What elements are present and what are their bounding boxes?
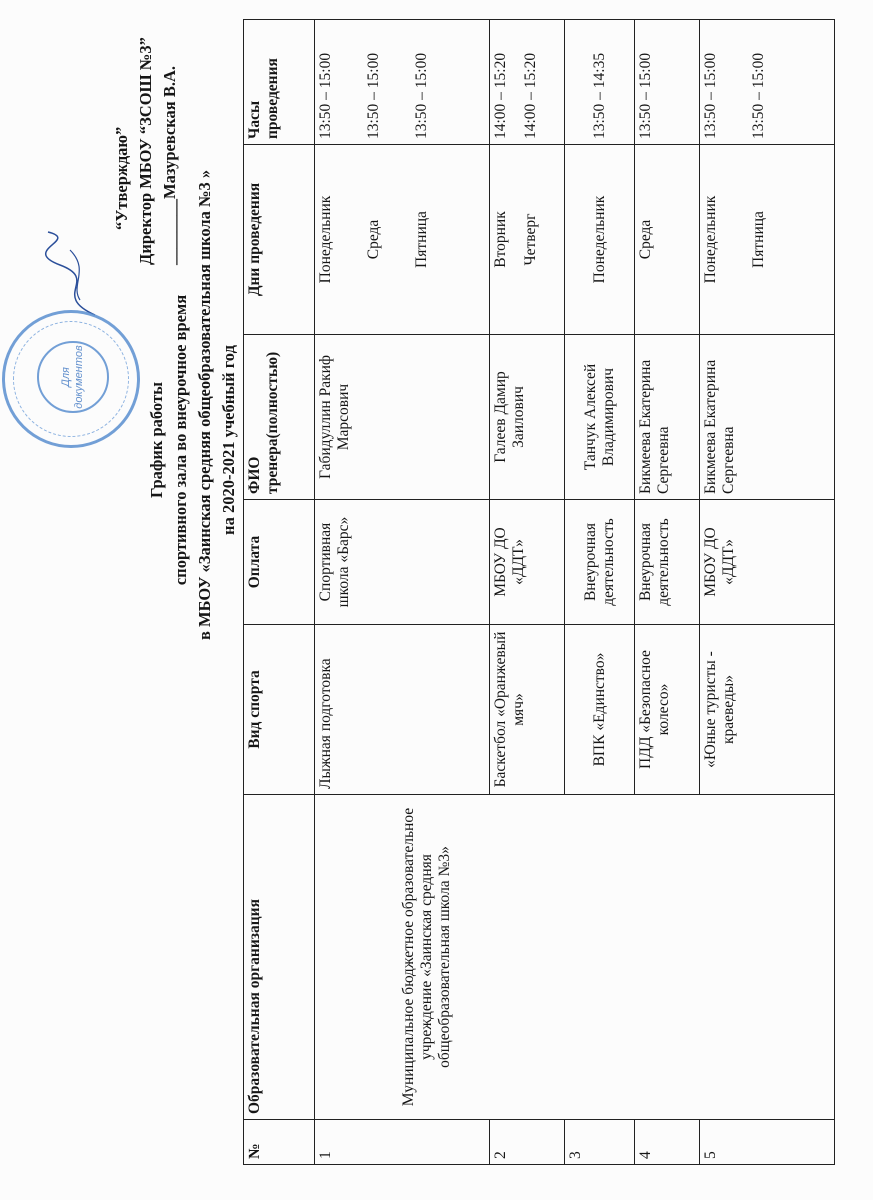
approval-signatory: ________Мазуревская В.А. (160, 65, 179, 265)
title-line: на 2020-2021 учебный год (219, 345, 238, 535)
days-cell: Понедельник (565, 145, 635, 335)
sport-cell: «Юные туристы - краеведы» (700, 625, 835, 795)
hours-cell: 13:50 – 14:35 (565, 20, 635, 145)
row-number: 4 (635, 1120, 700, 1165)
coach-cell: Бикмеева Екатерина Сергеевна (635, 335, 700, 500)
hours: 13:50 – 15:00 (750, 52, 767, 139)
header-hours: Часы проведения (244, 20, 315, 145)
approval-position: Директор МБОУ “ЗСОШ №3” (136, 37, 155, 265)
days-cell (490, 145, 565, 335)
hours: 13:50 – 15:00 (317, 52, 334, 139)
coach-cell: Галеев Дамир Заилович (490, 335, 565, 500)
sport-cell: Баскетбол «Оранжевый мяч» (490, 625, 565, 795)
title-line: в МБОУ «Заинская средняя общеобразовательная школа №3 » (195, 169, 214, 640)
days-cell (700, 145, 835, 335)
coach-cell: Бикмеева Екатерина Сергеевна (700, 335, 835, 500)
hours-cell: 13:50 – 15:00 (635, 20, 700, 145)
signature-icon (40, 230, 105, 320)
day: Понедельник (702, 195, 719, 284)
day: Среда (365, 219, 382, 260)
approval-heading: “Утверждаю” (112, 126, 131, 230)
payment-cell: Внеурочная деятельность (635, 500, 700, 625)
payment-cell: МБОУ ДО «ДДТ» (700, 500, 835, 625)
header-payment: Оплата (244, 500, 315, 625)
payment-cell: Спортивная школа «Барс» (315, 500, 490, 625)
header-number: № (244, 1120, 315, 1165)
hours: 14:00 – 15:20 (492, 52, 509, 139)
coach-cell: Габидуллин Ракиф Марсович (315, 335, 490, 500)
day: Пятница (750, 211, 767, 268)
days-cell (315, 145, 490, 335)
hours-cell (700, 20, 835, 145)
stamp-text: Для (60, 367, 72, 387)
hours: 13:50 – 15:00 (413, 52, 430, 139)
days-cell: Среда (635, 145, 700, 335)
hours-cell (490, 20, 565, 145)
coach-cell: Танчук Алексей Владимирович (565, 335, 635, 500)
document-title (145, 169, 241, 640)
row-number: 2 (490, 1120, 565, 1165)
header-coach: ФИО тренера(полностью) (244, 335, 315, 500)
stamp-text: документов (73, 345, 85, 409)
sport-cell: ПДД «Безопасное колесо» (635, 625, 700, 795)
hours: 13:50 – 15:00 (702, 52, 719, 139)
day: Четверг (522, 213, 539, 266)
header-days: Дни проведения (244, 145, 315, 335)
hours-cell (315, 20, 490, 145)
title-line: спортивного зала во внеурочное время (171, 294, 190, 586)
table-row (315, 20, 490, 1165)
organization-cell: Муниципальное бюджетное образовательное учреждение «Заинская средняя общеобразовательная школа №3» (315, 795, 835, 1120)
hours: 14:00 – 15:20 (522, 52, 539, 139)
row-number: 5 (700, 1120, 835, 1165)
day: Вторник (492, 211, 509, 268)
table-header-row (244, 20, 315, 1165)
title-line: График работы (147, 382, 166, 498)
stamp-seal (2, 310, 140, 448)
header-sport: Вид спорта (244, 625, 315, 795)
hours: 13:50 – 15:00 (365, 52, 382, 139)
payment-cell: МБОУ ДО «ДДТ» (490, 500, 565, 625)
row-number: 1 (315, 1120, 490, 1165)
schedule-table (243, 19, 835, 1165)
sport-cell: Лыжная подготовка (315, 625, 490, 795)
day: Понедельник (317, 195, 334, 284)
sport-cell: ВПК «Единство» (565, 625, 635, 795)
day: Пятница (413, 211, 430, 268)
payment-cell: Внеурочная деятельность (565, 500, 635, 625)
row-number: 3 (565, 1120, 635, 1165)
header-organization: Образовательная организация (244, 795, 315, 1120)
